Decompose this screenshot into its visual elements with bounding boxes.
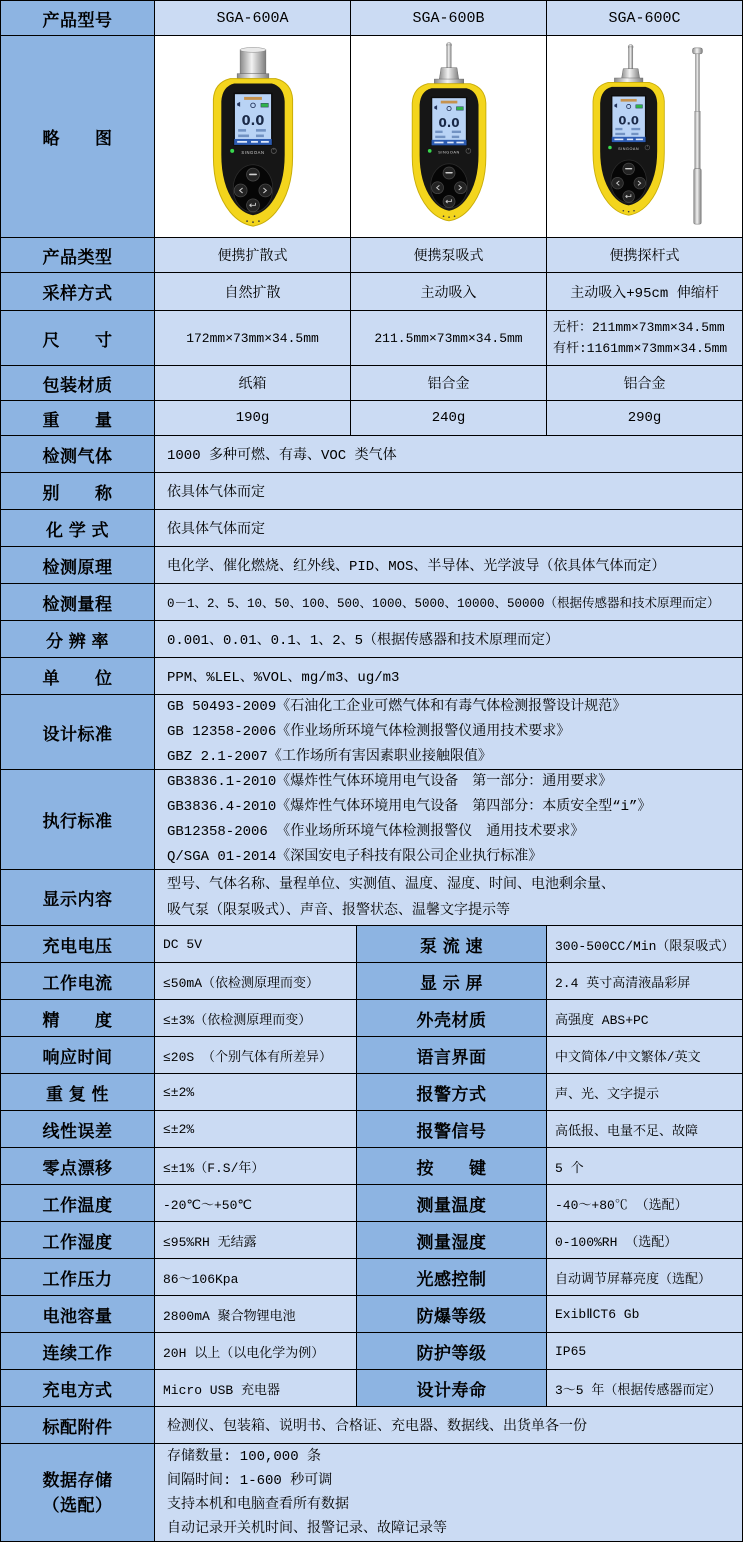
accuracy-value: ≤±3%（依检测原理而变） [155, 1000, 357, 1037]
product-type-b: 便携泵吸式 [351, 238, 547, 273]
row-packing [1, 366, 742, 401]
gas-label: 检测气体 [1, 436, 155, 473]
zero-drift-value: ≤±1%（F.S/年） [155, 1148, 357, 1185]
work-humidity-label: 工作湿度 [1, 1222, 155, 1259]
row-battery-explosion-proof [1, 1296, 742, 1333]
pump-flow-label: 泵 流 速 [357, 926, 547, 963]
packing-c: 铝合金 [547, 366, 742, 401]
row-work-temp-measure-temp [1, 1185, 742, 1222]
size-c [547, 311, 742, 366]
size-b: 211.5mm×73mm×34.5mm [351, 311, 547, 366]
shell-material-value: 高强度 ABS+PC [547, 1000, 742, 1037]
exec-standard-line: GB3836.1-2010《爆炸性气体环境用电气设备 第一部分：通用要求》 [167, 773, 613, 790]
pump-flow-value: 300-500CC/Min（限泵吸式） [547, 926, 742, 963]
packing-a: 纸箱 [155, 366, 351, 401]
row-data-storage [1, 1444, 742, 1541]
row-weight [1, 401, 742, 436]
sampling-b: 主动吸入 [351, 273, 547, 311]
formula-label: 化 学 式 [1, 510, 155, 547]
work-temp-value: -20℃～+50℃ [155, 1185, 357, 1222]
weight-a: 190g [155, 401, 351, 436]
light-control-value: 自动调节屏幕亮度（选配） [547, 1259, 742, 1296]
data-storage-line: 存储数量: 100,000 条 [167, 1448, 322, 1465]
screen-reading: 0.0 [241, 113, 264, 129]
charging-mode-label: 充电方式 [1, 1370, 155, 1407]
battery-value: 2800mA 聚合物锂电池 [155, 1296, 357, 1333]
display-content-value [155, 870, 742, 926]
alarm-signal-label: 报警信号 [357, 1111, 547, 1148]
weight-c: 290g [547, 401, 742, 436]
alias-value: 依具体气体而定 [155, 473, 742, 510]
design-standard-line: GBZ 2.1-2007《工作场所有害因素职业接触限值》 [167, 748, 492, 765]
accessories-label: 标配附件 [1, 1407, 155, 1444]
weight-b: 240g [351, 401, 547, 436]
size-label: 尺 寸 [1, 311, 155, 366]
exec-standard-line: GB12358-2006 《作业场所环境气体检测报警仪 通用技术要求》 [167, 823, 585, 840]
unit-value: PPM、%LEL、%VOL、mg/m3、ug/m3 [155, 658, 742, 695]
data-storage-label [1, 1444, 155, 1541]
accuracy-label: 精 度 [1, 1000, 155, 1037]
telescopic-rod [692, 47, 702, 223]
work-humidity-value: ≤95%RH 无结露 [155, 1222, 357, 1259]
row-linearity-alarm-signal [1, 1111, 742, 1148]
product-type-c: 便携探杆式 [547, 238, 742, 273]
alarm-signal-value: 高低报、电量不足、故障 [547, 1111, 742, 1148]
row-accuracy-shell [1, 1000, 742, 1037]
charge-voltage-value: DC 5V [155, 926, 357, 963]
row-unit [1, 658, 742, 695]
principle-label: 检测原理 [1, 547, 155, 584]
repeatability-value: ≤±2% [155, 1074, 357, 1111]
battery-icon [260, 103, 267, 107]
diffusion-cap [240, 47, 266, 73]
repeatability-label: 重 复 性 [1, 1074, 155, 1111]
exec-standard-line: GB3836.4-2010《爆炸性气体环境用电气设备 第四部分：本质安全型“i”》 [167, 798, 652, 815]
weight-label: 重 量 [1, 401, 155, 436]
model-b-name: SGA-600B [351, 1, 547, 36]
model-a-name: SGA-600A [155, 1, 351, 36]
battery-label: 电池容量 [1, 1296, 155, 1333]
work-pressure-label: 工作压力 [1, 1259, 155, 1296]
row-charging-lifespan [1, 1370, 742, 1407]
status-led [230, 148, 234, 152]
row-current-display [1, 963, 742, 1000]
data-storage-label-line1: 数据存储 [42, 1470, 113, 1490]
sampling-label: 采样方式 [1, 273, 155, 311]
resolution-value: 0.001、0.01、0.1、1、2、5（根据传感器和技术原理而定） [155, 621, 742, 658]
data-storage-line: 自动记录开关机时间、报警记录、故障记录等 [167, 1520, 447, 1537]
design-life-label: 设计寿命 [357, 1370, 547, 1407]
row-exec-standard [1, 770, 742, 870]
language-value: 中文简体/中文繁体/英文 [547, 1037, 742, 1074]
explosion-proof-label: 防爆等级 [357, 1296, 547, 1333]
keys-value: 5 个 [547, 1148, 742, 1185]
explosion-proof-value: ExibⅡCT6 Gb [547, 1296, 742, 1333]
packing-label: 包装材质 [1, 366, 155, 401]
row-gas [1, 436, 742, 473]
keypad [233, 164, 273, 212]
charging-mode-value: Micro USB 充电器 [155, 1370, 357, 1407]
lcd-screen [234, 93, 272, 144]
linearity-value: ≤±2% [155, 1111, 357, 1148]
row-charge-voltage-pump-flow [1, 926, 742, 963]
display-content-line: 吸气泵（限泵吸式）、声音、报警状态、温馨文字提示等 [167, 902, 510, 919]
light-control-label: 光感控制 [357, 1259, 547, 1296]
display-screen-label: 显 示 屏 [357, 963, 547, 1000]
design-life-value: 3～5 年（根据传感器而定） [547, 1370, 742, 1407]
formula-value: 依具体气体而定 [155, 510, 742, 547]
measure-temp-label: 测量温度 [357, 1185, 547, 1222]
resolution-label: 分 辨 率 [1, 621, 155, 658]
display-content-line: 型号、气体名称、量程单位、实测值、温度、湿度、时间、电池剩余量、 [167, 876, 615, 893]
exec-standard-line: Q/SGA 01-2014《深国安电子科技有限公司企业执行标准》 [167, 848, 543, 865]
size-c-line2: 有杆:1161mm×73mm×34.5mm [553, 341, 728, 356]
device-c-image-cell [547, 36, 742, 238]
row-work-humidity-measure-humidity [1, 1222, 742, 1259]
working-current-label: 工作电流 [1, 963, 155, 1000]
response-time-label: 响应时间 [1, 1037, 155, 1074]
row-design-standard [1, 695, 742, 770]
device-a-image-cell [155, 36, 351, 238]
design-standard-line: GB 12358-2006《作业场所环境气体检测报警仪通用技术要求》 [167, 723, 571, 740]
row-display-content [1, 870, 742, 926]
zero-drift-label: 零点漂移 [1, 1148, 155, 1185]
range-value: 0－1、2、5、10、50、100、500、1000、5000、10000、50000（根据传感器和技术原理而定） [155, 584, 742, 621]
response-time-value: ≤20S （个别气体有所差异） [155, 1037, 357, 1074]
data-storage-value [155, 1444, 742, 1541]
continuous-work-value: 20H 以上（以电化学为例） [155, 1333, 357, 1370]
detector-body [213, 73, 292, 225]
sampling-c: 主动吸入+95cm 伸缩杆 [547, 273, 742, 311]
protection-level-value: IP65 [547, 1333, 742, 1370]
row-drift-keys [1, 1148, 742, 1185]
measure-humidity-label: 测量湿度 [357, 1222, 547, 1259]
device-a-image [168, 38, 338, 236]
data-storage-line: 支持本机和电脑查看所有数据 [167, 1496, 349, 1513]
sampling-a: 自然扩散 [155, 273, 351, 311]
brand-text: SINGOAN [240, 149, 265, 155]
shell-material-label: 外壳材质 [357, 1000, 547, 1037]
device-b-image-cell [351, 36, 547, 238]
row-formula [1, 510, 742, 547]
working-current-value: ≤50mA（依检测原理而变） [155, 963, 357, 1000]
row-product-model [1, 1, 742, 36]
design-standard-line: GB 50493-2009《石油化工企业可燃气体和有毒气体检测报警设计规范》 [167, 698, 627, 715]
design-standard-label: 设计标准 [1, 695, 155, 770]
alarm-mode-label: 报警方式 [357, 1074, 547, 1111]
row-sampling [1, 273, 742, 311]
row-resolution [1, 621, 742, 658]
design-standard-value [155, 695, 742, 770]
size-c-line1: 无杆：211mm×73mm×34.5mm [553, 320, 725, 335]
measure-temp-value: -40～+80℃ （选配） [547, 1185, 742, 1222]
display-screen-value: 2.4 英寸高清液晶彩屏 [547, 963, 742, 1000]
pump-probe [439, 42, 459, 80]
row-product-type [1, 238, 742, 273]
display-content-label: 显示内容 [1, 870, 155, 926]
row-alias [1, 473, 742, 510]
product-type-label: 产品类型 [1, 238, 155, 273]
protection-level-label: 防护等级 [357, 1333, 547, 1370]
row-principle [1, 547, 742, 584]
measure-humidity-value: 0-100%RH （选配） [547, 1222, 742, 1259]
alias-label: 别 称 [1, 473, 155, 510]
row-continuous-ip [1, 1333, 742, 1370]
alarm-mode-value: 声、光、文字提示 [547, 1074, 742, 1111]
device-b-image [364, 38, 534, 236]
linearity-label: 线性误差 [1, 1111, 155, 1148]
charge-voltage-label: 充电电压 [1, 926, 155, 963]
data-storage-label-line2: （选配） [42, 1495, 113, 1515]
range-label: 检测量程 [1, 584, 155, 621]
exec-standard-value [155, 770, 742, 870]
row-range [1, 584, 742, 621]
packing-b: 铝合金 [351, 366, 547, 401]
work-pressure-value: 86～106Kpa [155, 1259, 357, 1296]
row-response-language [1, 1037, 742, 1074]
principle-value: 电化学、催化燃烧、红外线、PID、MOS、半导体、光学波导（依具体气体而定） [155, 547, 742, 584]
exec-standard-label: 执行标准 [1, 770, 155, 870]
gas-value: 1000 多种可燃、有毒、VOC 类气体 [155, 436, 742, 473]
row-accessories [1, 1407, 742, 1444]
data-storage-line: 间隔时间: 1-600 秒可调 [167, 1472, 333, 1489]
continuous-work-label: 连续工作 [1, 1333, 155, 1370]
size-a: 172mm×73mm×34.5mm [155, 311, 351, 366]
product-type-a: 便携扩散式 [155, 238, 351, 273]
pump-probe [621, 44, 640, 80]
sketch-label: 略 图 [1, 36, 155, 238]
accessories-value: 检测仪、包装箱、说明书、合格证、充电器、数据线、出货单各一份 [155, 1407, 742, 1444]
row-pressure-light-control [1, 1259, 742, 1296]
row-sketch [1, 36, 742, 238]
keys-label: 按 键 [357, 1148, 547, 1185]
work-temp-label: 工作温度 [1, 1185, 155, 1222]
device-c-image [560, 38, 730, 236]
unit-label: 单 位 [1, 658, 155, 695]
product-model-label: 产品型号 [1, 1, 155, 36]
language-label: 语言界面 [357, 1037, 547, 1074]
model-c-name: SGA-600C [547, 1, 742, 36]
row-size [1, 311, 742, 366]
row-repeatability-alarm-mode [1, 1074, 742, 1111]
